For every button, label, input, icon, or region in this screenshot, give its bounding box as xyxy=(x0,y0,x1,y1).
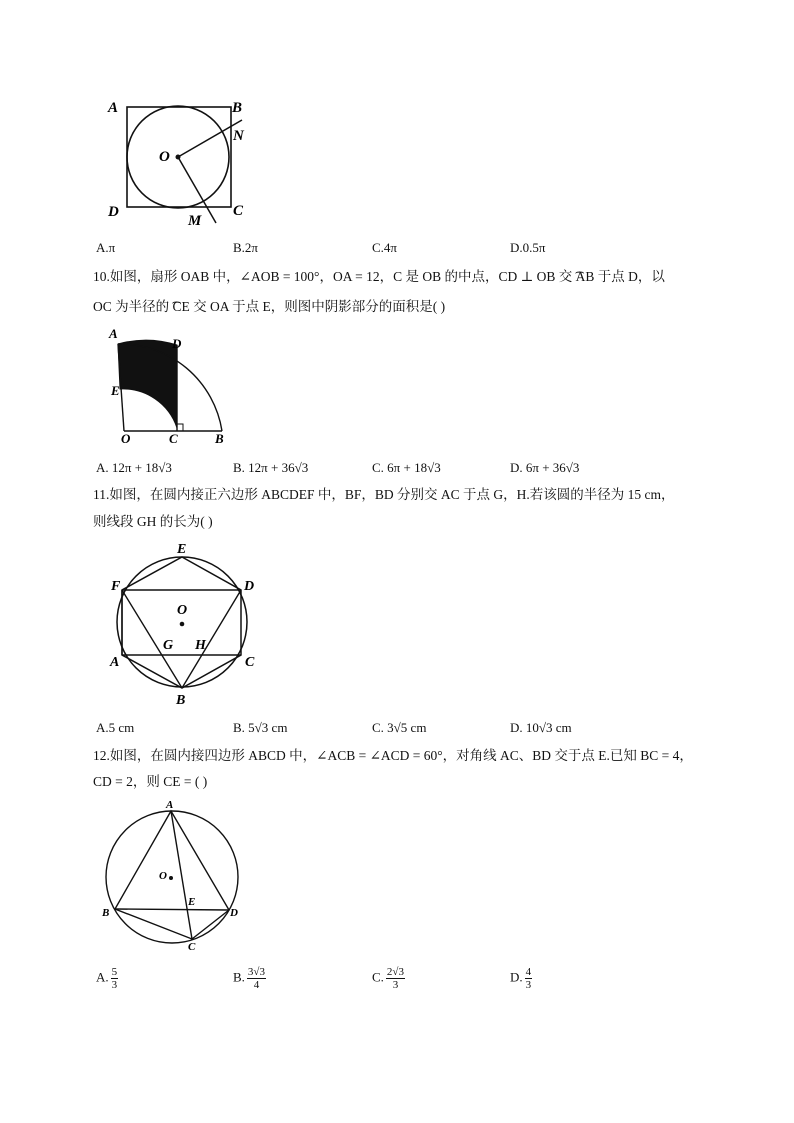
q10-label-c: C xyxy=(169,431,178,446)
q10-option-b[interactable]: B. 12π + 36√3 xyxy=(233,460,309,475)
q11-label-e: E xyxy=(177,542,187,557)
q12-label-a: A xyxy=(166,799,174,811)
q9-label-c: C xyxy=(233,203,244,219)
q11-label-f: F xyxy=(111,579,121,594)
q12-option-a-fraction xyxy=(111,966,119,991)
q11-option-a[interactable]: A.5 cm xyxy=(96,720,135,735)
q12-label-e: E xyxy=(188,896,196,908)
q9-center-dot xyxy=(176,155,181,160)
q9-option-b[interactable]: B.2π xyxy=(233,240,258,255)
q12-option-b-denominator: 4 xyxy=(253,979,260,991)
q11-center-dot xyxy=(180,622,185,627)
q12-figure xyxy=(98,797,248,955)
q12-option-d-numerator: 4 xyxy=(525,966,532,978)
q10-right-angle-mark xyxy=(177,424,183,431)
q11-option-b[interactable]: B. 5√3 cm xyxy=(233,720,288,735)
q12-label-b: B xyxy=(102,907,110,919)
q9-label-a: A xyxy=(108,100,119,116)
q12-option-c[interactable] xyxy=(372,966,405,991)
q11-stem-line2: 则线段 GH 的长为( ) xyxy=(93,514,213,529)
q12-diagonal-bd xyxy=(115,909,229,910)
q10-stem-line1: 10.如图，扇形 OAB 中，∠AOB = 100°，OA = 12，C 是 OB 的中点，CD ⊥ OB 交 ͡AB 于点 D，以 xyxy=(93,269,665,284)
q12-quadrilateral xyxy=(115,811,229,939)
q10-label-a: A xyxy=(109,326,118,341)
q10-option-c[interactable]: C. 6π + 18√3 xyxy=(372,460,441,475)
q12-option-d-prefix: D. xyxy=(510,969,523,985)
q12-option-d-fraction xyxy=(525,966,533,991)
q10-option-a[interactable]: A. 12π + 18√3 xyxy=(96,460,172,475)
q12-label-d: D xyxy=(230,907,238,919)
q12-option-d-denominator: 3 xyxy=(525,979,532,991)
q12-option-c-denominator: 3 xyxy=(392,979,399,991)
q12-option-b[interactable] xyxy=(233,966,266,991)
q11-label-d: D xyxy=(244,579,255,594)
q12-stem-line2: CD = 2，则 CE = ( ) xyxy=(93,774,208,789)
q12-option-d[interactable] xyxy=(510,966,532,991)
q11-label-h: H xyxy=(195,638,206,653)
q10-label-d: D xyxy=(172,336,182,351)
q11-label-c: C xyxy=(245,655,255,670)
q9-option-a[interactable]: A.π xyxy=(96,240,116,255)
q12-option-a-denominator: 3 xyxy=(111,979,118,991)
q12-option-a[interactable] xyxy=(96,966,118,991)
q12-option-b-fraction xyxy=(247,966,266,991)
q11-label-b: B xyxy=(176,693,186,708)
q9-figure xyxy=(100,95,260,235)
q10-label-o: O xyxy=(121,431,131,446)
q11-label-a: A xyxy=(110,655,120,670)
q11-segment-bd xyxy=(182,590,241,688)
q9-label-d: D xyxy=(108,204,119,220)
q11-stem-line1: 11.如图，在圆内接正六边形 ABCDEF 中，BF，BD 分别交 AC 于点 G，H.若该圆的半径为 15 cm， xyxy=(93,487,675,502)
q10-shaded-region xyxy=(118,340,177,428)
q10-label-e: E xyxy=(111,383,120,398)
q9-label-b: B xyxy=(232,100,243,116)
q12-option-c-fraction xyxy=(386,966,405,991)
q11-option-c[interactable]: C. 3√5 cm xyxy=(372,720,427,735)
q10-figure xyxy=(105,325,245,447)
q12-option-a-prefix: A. xyxy=(96,969,109,985)
q10-option-d[interactable]: D. 6π + 36√3 xyxy=(510,460,580,475)
q9-label-n: N xyxy=(233,128,244,144)
q12-option-a-numerator: 5 xyxy=(111,966,118,978)
q12-label-o: O xyxy=(159,870,167,882)
q12-label-c: C xyxy=(188,941,196,953)
q9-label-o: O xyxy=(159,149,170,165)
q12-option-b-prefix: B. xyxy=(233,969,245,985)
q12-center-dot xyxy=(169,876,173,880)
q9-option-c[interactable]: C.4π xyxy=(372,240,397,255)
q9-label-m: M xyxy=(188,213,202,229)
q9-option-d[interactable]: D.0.5π xyxy=(510,240,546,255)
q11-figure xyxy=(105,538,265,710)
q12-stem-line1: 12.如图，在圆内接四边形 ABCD 中，∠ACB = ∠ACD = 60°，对角线 AC、BD 交于点 E.已知 BC = 4， xyxy=(93,748,693,763)
q10-stem-line2: OC 为半径的 ͡CE 交 OA 于点 E，则图中阴影部分的面积是( ) xyxy=(93,299,446,314)
q12-option-c-numerator: 2√3 xyxy=(386,966,404,978)
q12-option-b-numerator: 3√3 xyxy=(247,966,265,978)
q12-option-c-prefix: C. xyxy=(372,969,384,985)
q11-label-g: G xyxy=(163,638,174,653)
q11-label-o: O xyxy=(177,603,188,618)
q11-option-d[interactable]: D. 10√3 cm xyxy=(510,720,572,735)
q10-label-b: B xyxy=(215,431,224,446)
